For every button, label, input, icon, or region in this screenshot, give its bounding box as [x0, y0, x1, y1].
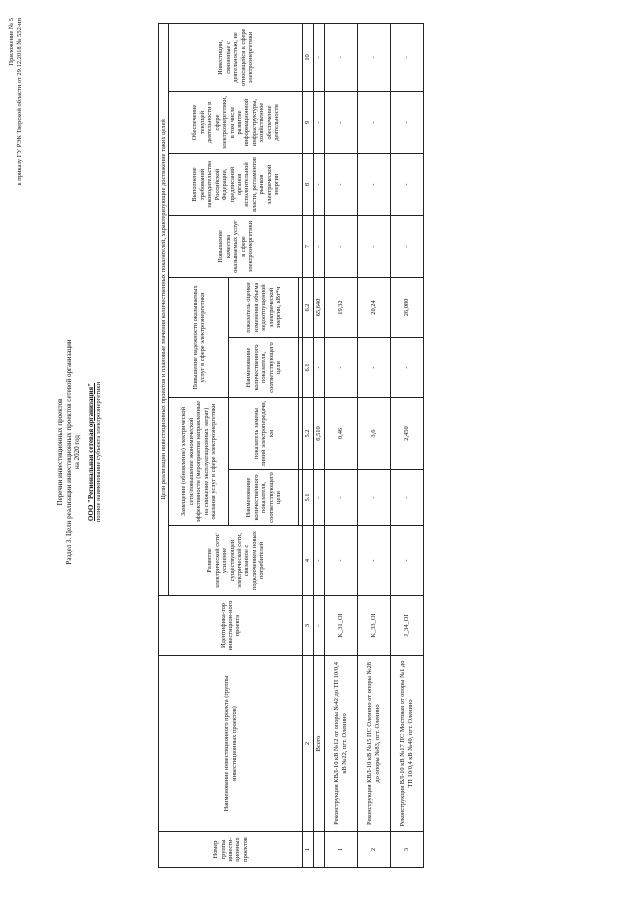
total-cell: 65,640: [313, 278, 324, 338]
total-cell: -: [313, 338, 324, 398]
total-cell: -: [313, 154, 324, 216]
header-col-5-2: показатель замены линий электропередачи, км: [229, 398, 299, 470]
col-number: 4: [303, 526, 313, 596]
total-cell: -: [313, 470, 324, 526]
table-row: [390, 23, 423, 867]
table-row: [324, 23, 357, 867]
organization-caption: полное наименование субъекта электроэнергетики: [95, 381, 102, 523]
row-project-name: Реконструкция КВЛ-10 кВ №12 от опоры №42 до ТП 10/0,4 кВ №22, пгт. Оленино: [324, 656, 357, 832]
header-group-no: Номер группы инвести-ционных проектов: [159, 832, 303, 868]
row-cell: -: [324, 154, 357, 216]
document-subtitle: Раздел 3. Цели реализации инвестиционных проектов сетевой организации: [64, 339, 73, 565]
row-cell: -: [357, 338, 390, 398]
col-number: 1: [303, 832, 313, 868]
header-col-6-1: Наименование количественного показателя, соответствующего цели: [229, 338, 299, 398]
row-project-name: Реконструкция ВЛ-10 кВ №17 ПС Мостовая от опоры №1 до ТП 10/0,4 кВ №40, пгт. Оленино: [390, 656, 423, 832]
total-label: Всего: [313, 656, 324, 832]
row-cell: -: [324, 338, 357, 398]
organization-name: ООО "Региональная сетевая организация": [86, 382, 95, 522]
col-number: 10: [303, 23, 313, 91]
appendix-note: [8, 18, 24, 186]
col-number: 8: [303, 154, 313, 216]
row-cell: 2,450: [390, 398, 423, 470]
col-number: 6.1: [303, 338, 313, 398]
header-col-10: Инвестиции, связанные с деятельностью, не относящейся к сфере электроэнергетики: [169, 23, 303, 91]
row-cell: -: [390, 470, 423, 526]
row-cell: 0,46: [324, 398, 357, 470]
total-cell: -: [313, 216, 324, 278]
row-cell: -: [324, 23, 357, 91]
row-cell: -: [357, 92, 390, 154]
row-project-id: K_33_OI: [357, 596, 390, 656]
row-cell: -: [357, 216, 390, 278]
header-col-7: Повышение качества оказываемых услуг в сфере электроэнергетики: [169, 216, 303, 278]
document-header: [56, 0, 104, 904]
header-col-6: Повышение надежности оказываемых услуг в сфере электроэнергетики: [169, 278, 229, 398]
document-title: Перечни инвестиционных проектов: [56, 398, 64, 506]
header-col-4: Развитие электрической сети/усиление существующей электрической сети, связанное с подключением новых потребителей: [169, 526, 303, 596]
row-cell: -: [357, 23, 390, 91]
row-no: 3: [390, 832, 423, 868]
row-cell: -: [324, 92, 357, 154]
row-cell: -: [390, 338, 423, 398]
appendix-line-1: Приложение № 5: [8, 18, 15, 66]
total-row: [313, 23, 324, 867]
col-number: 9: [303, 92, 313, 154]
header-col-8: Выполнение требований законодательства Российской Федерации, предписаний органов исполнительной власти, регламентов рынков электрической энергии: [169, 154, 303, 216]
col-number: 6.2: [303, 278, 313, 338]
row-cell: -: [390, 92, 423, 154]
row-cell: 20,24: [357, 278, 390, 338]
row-cell: 26,080: [390, 278, 423, 338]
row-project-name: Реконструкция КВЛ-10 кВ №15 ПС Оленино от опоры №28 до опоры №83, пгт. Оленино: [357, 656, 390, 832]
row-cell: -: [390, 154, 423, 216]
header-project-name: Наименование инвестиционного проекта (группы инвестиционных проектов): [159, 656, 303, 832]
total-cell: -: [313, 526, 324, 596]
row-cell: 19,32: [324, 278, 357, 338]
header-project-id: Идентифика-тор инвестицион-ного проекта: [159, 596, 303, 656]
row-cell: -: [357, 154, 390, 216]
row-cell: -: [390, 23, 423, 91]
row-cell: -: [390, 526, 423, 596]
col-number: 3: [303, 596, 313, 656]
total-id: -: [313, 596, 324, 656]
row-cell: 3,6: [357, 398, 390, 470]
col-number: 7: [303, 216, 313, 278]
column-number-row: [303, 23, 313, 867]
header-col-5: Замещение (обновление) электрической сети/повышение экономической эффективности (мероприятия направленные на снижение эксплуатационных затрат) оказания услуг в сфере электроэнергетики: [169, 398, 229, 526]
row-no: 2: [357, 832, 390, 868]
row-project-id: K_31_OI: [324, 596, 357, 656]
goals-table: [158, 23, 424, 868]
total-cell: 6,510: [313, 398, 324, 470]
row-no: 1: [324, 832, 357, 868]
row-cell: -: [324, 216, 357, 278]
col-number: 2: [303, 656, 313, 832]
appendix-line-2: к приказу ГУ РЭК Тверской области от 29.12.2018 № 552-нп: [16, 18, 23, 186]
header-col-9: Обеспечение текущей деятельности в сфере электроэнергетики, в том числе развитие информационной инфраструктуры, хозяйственное обеспечение деятельности: [169, 92, 303, 154]
col-number: 5.2: [303, 398, 313, 470]
header-col-5-1: Наименование количественного показателя, соответствующего цели: [229, 470, 299, 526]
total-no: [313, 832, 324, 868]
row-cell: -: [357, 526, 390, 596]
row-cell: -: [357, 470, 390, 526]
col-number: 5.1: [303, 470, 313, 526]
row-project-id: J_34_OI: [390, 596, 423, 656]
table-row: [357, 23, 390, 867]
header-col-6-2: показатель оценки изменения объема недоотпущенной электрической энергии, кВт*ч: [229, 278, 299, 338]
document-year: на 2020 год: [73, 435, 81, 469]
row-cell: -: [324, 526, 357, 596]
total-cell: -: [313, 23, 324, 91]
row-cell: -: [324, 470, 357, 526]
header-goals: Цели реализации инвестиционных проектов и плановые значения количественных показателей, характеризующие достижение таких целей: [159, 23, 169, 595]
total-cell: -: [313, 92, 324, 154]
row-cell: -: [390, 216, 423, 278]
